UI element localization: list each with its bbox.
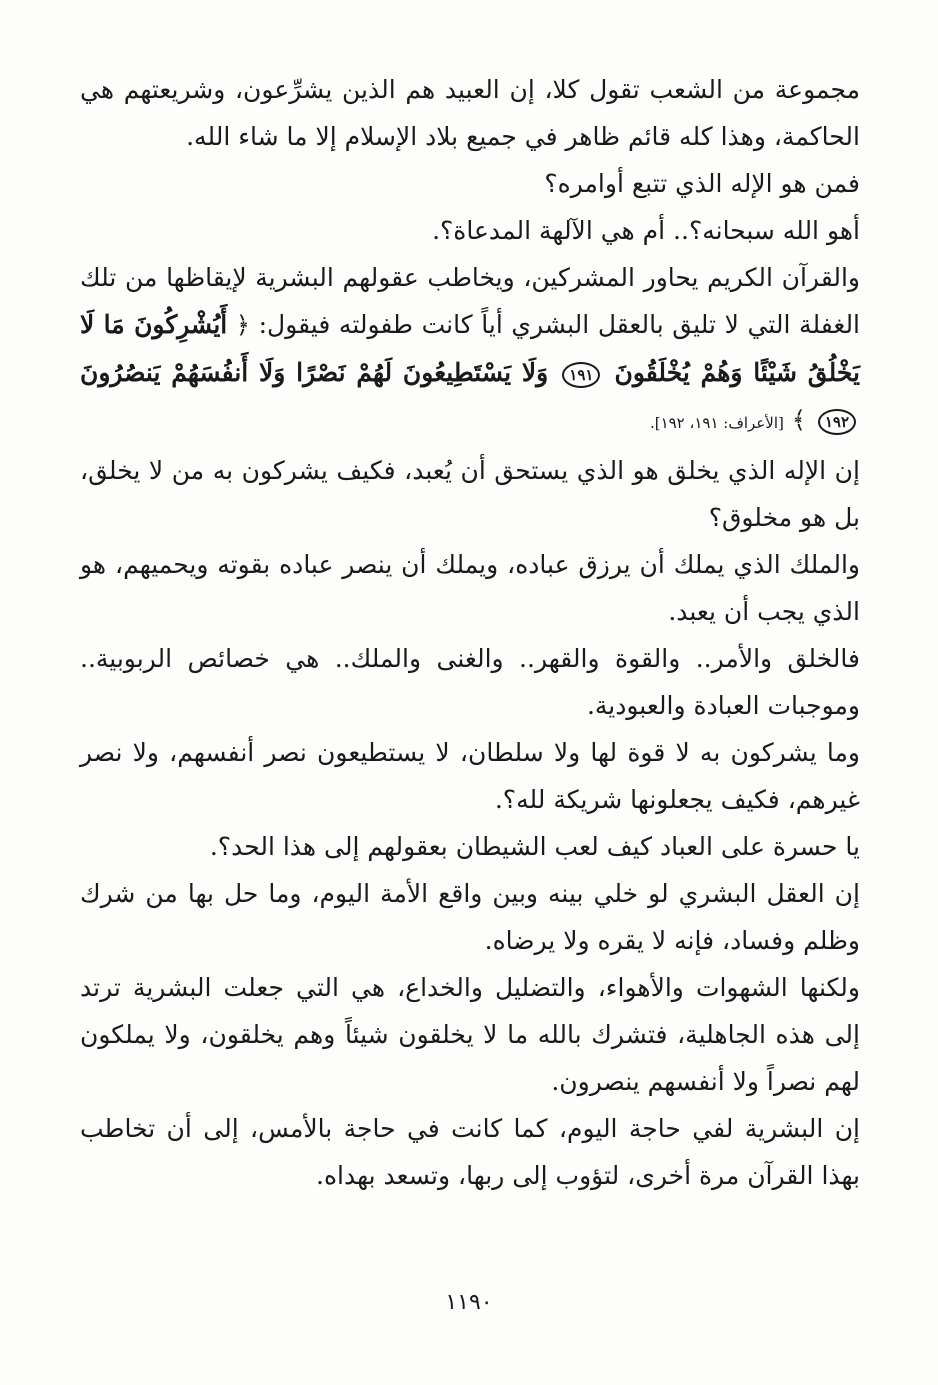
- paragraph: يا حسرة على العباد كيف لعب الشيطان بعقولهم إلى هذا الحد؟.: [209, 832, 860, 861]
- paragraph: ولكنها الشهوات والأهواء، والتضليل والخداع، هي التي جعلت البشرية ترتد إلى هذه الجاهلية، فتشرك بالله ما لا يخلقون شيئاً وهم يخلقون، ولا يملكون لهم نصراً ولا أنفسهم ينصرون.: [80, 973, 860, 1096]
- paragraph: والملك الذي يملك أن يرزق عباده، ويملك أن ينصر عباده بقوته ويحميهم، هو الذي يجب أن يعبد.: [80, 550, 860, 626]
- paragraph: أهو الله سبحانه؟.. أم هي الآلهة المدعاة؟.: [432, 216, 860, 245]
- quran-verse: وَلَا يَسْتَطِيعُونَ لَهُمْ نَصْرًا وَلَا أَنفُسَهُمْ يَنصُرُونَ: [80, 358, 549, 387]
- ornate-bracket-open: ﴿: [235, 311, 250, 339]
- ayah-number-marker: ١٩١: [562, 362, 600, 388]
- ayah-number-marker: ١٩٢: [818, 409, 856, 435]
- body-text: [80, 66, 860, 1199]
- paragraph: إن البشرية لفي حاجة اليوم، كما كانت في حاجة بالأمس، إلى أن تخاطب بهذا القرآن مرة أخرى، لتؤوب إلى ربها، وتسعد بهداه.: [80, 1114, 860, 1190]
- paragraph: فالخلق والأمر.. والقوة والقهر.. والغنى والملك.. هي خصائص الربوبية.. وموجبات العبادة والعبودية.: [80, 644, 860, 720]
- verse-reference: [الأعراف: ١٩١، ١٩٢].: [649, 414, 784, 432]
- page-number: ١١٩٠: [445, 1290, 493, 1315]
- quran-paragraph: [80, 254, 860, 447]
- paragraph: إن الإله الذي يخلق هو الذي يستحق أن يُعبد، فكيف يشركون به من لا يخلق، بل هو مخلوق؟: [80, 456, 860, 532]
- quran-verse: أَيُشْرِكُونَ مَا لَا يَخْلُقُ شَيْئًا وَهُمْ يُخْلَقُونَ: [80, 310, 860, 387]
- ornate-bracket-close: ﴾: [791, 406, 806, 434]
- paragraph-intro: والقرآن الكريم يحاور المشركين، ويخاطب عقولهم البشرية لإيقاظها من تلك الغفلة التي لا تليق بالعقل البشري أياً كانت طفولته فيقول:: [80, 263, 861, 339]
- paragraph: وما يشركون به لا قوة لها ولا سلطان، لا يستطيعون نصر أنفسهم، ولا نصر غيرهم، فكيف يجعلونها شريكة لله؟.: [80, 738, 860, 814]
- paragraph: إن العقل البشري لو خلي بينه وبين واقع الأمة اليوم، وما حل بها من شرك وظلم وفساد، فإنه لا يقره ولا يرضاه.: [80, 879, 860, 955]
- paragraph: مجموعة من الشعب تقول كلا، إن العبيد هم الذين يشرِّعون، وشريعتهم هي الحاكمة، وهذا كله قائم ظاهر في جميع بلاد الإسلام إلا ما شاء الله.: [80, 75, 860, 151]
- paragraph: فمن هو الإله الذي تتبع أوامره؟: [544, 169, 860, 198]
